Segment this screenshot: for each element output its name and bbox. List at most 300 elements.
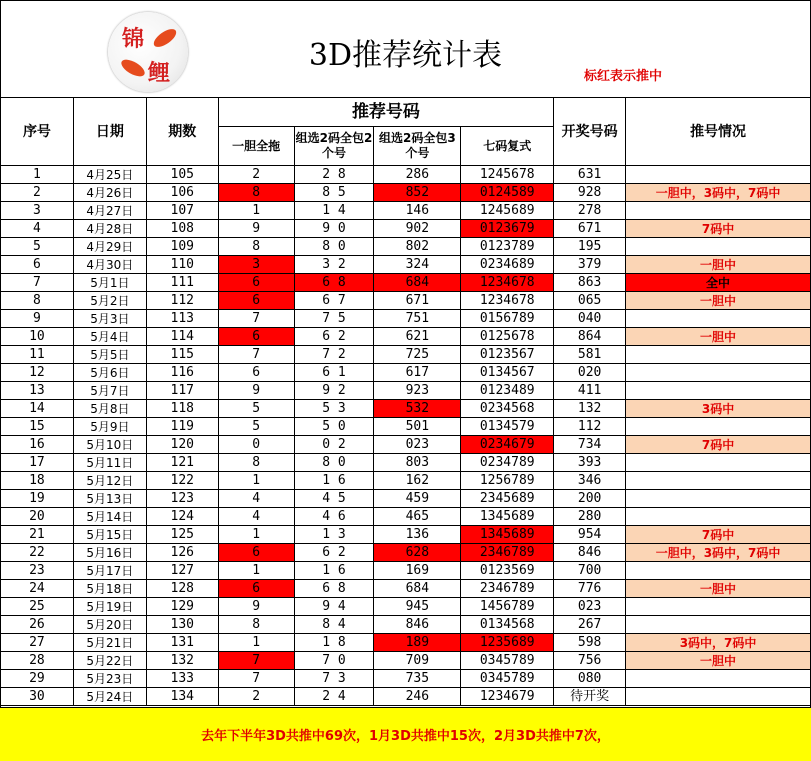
cell-2code-2: 9 4 [294,598,374,616]
cell-2code-3: 671 [374,292,461,310]
cell-seq: 11 [1,346,74,364]
cell-seq: 23 [1,562,74,580]
cell-seven-code: 1256789 [461,472,554,490]
cell-seq: 22 [1,544,74,562]
table-row [1,274,811,292]
cell-2code-3: 852 [374,184,461,202]
cell-2code-3: 532 [374,400,461,418]
logo-char-1: 锦 [122,26,145,52]
cell-2code-2: 2 4 [294,688,374,706]
cell-period: 132 [146,652,218,670]
cell-one-dan: 6 [218,544,294,562]
cell-2code-2: 9 2 [294,382,374,400]
cell-period: 128 [146,580,218,598]
cell-one-dan: 1 [218,562,294,580]
col-header-2code-2: 组选2码全包2个号 [294,127,374,166]
cell-2code-3: 684 [374,274,461,292]
cell-seq: 20 [1,508,74,526]
stats-table [0,97,811,706]
cell-date: 5月24日 [73,688,146,706]
cell-one-dan: 5 [218,418,294,436]
cell-period: 121 [146,454,218,472]
cell-result [626,598,811,616]
cell-2code-3: 501 [374,418,461,436]
table-row [1,310,811,328]
cell-result: 一胆中，3码中，7码中 [626,184,811,202]
cell-date: 5月20日 [73,616,146,634]
cell-seven-code: 1235689 [461,634,554,652]
cell-draw: 278 [554,202,626,220]
cell-2code-3: 945 [374,598,461,616]
cell-date: 5月17日 [73,562,146,580]
cell-one-dan: 7 [218,346,294,364]
table-row [1,238,811,256]
col-header-period: 期数 [146,98,218,166]
cell-draw: 280 [554,508,626,526]
cell-period: 113 [146,310,218,328]
cell-date: 5月23日 [73,670,146,688]
cell-period: 118 [146,400,218,418]
cell-date: 4月27日 [73,202,146,220]
table-row [1,328,811,346]
cell-seven-code: 0345789 [461,670,554,688]
cell-result [626,310,811,328]
cell-draw: 020 [554,364,626,382]
cell-2code-2: 7 3 [294,670,374,688]
cell-seq: 21 [1,526,74,544]
cell-one-dan: 0 [218,436,294,454]
cell-period: 130 [146,616,218,634]
cell-one-dan: 4 [218,508,294,526]
cell-seq: 1 [1,166,74,184]
cell-date: 5月7日 [73,382,146,400]
cell-draw: 734 [554,436,626,454]
cell-draw: 132 [554,400,626,418]
cell-result [626,202,811,220]
cell-period: 106 [146,184,218,202]
cell-2code-3: 846 [374,616,461,634]
cell-2code-3: 465 [374,508,461,526]
cell-draw: 040 [554,310,626,328]
cell-2code-2: 7 2 [294,346,374,364]
cell-2code-3: 902 [374,220,461,238]
cell-2code-3: 751 [374,310,461,328]
cell-seq: 8 [1,292,74,310]
table-row [1,544,811,562]
cell-2code-2: 1 8 [294,634,374,652]
summary-footer [0,707,811,761]
cell-one-dan: 7 [218,652,294,670]
cell-one-dan: 6 [218,364,294,382]
cell-2code-2: 1 4 [294,202,374,220]
cell-result [626,166,811,184]
cell-result [626,508,811,526]
cell-seq: 5 [1,238,74,256]
cell-date: 5月8日 [73,400,146,418]
cell-draw: 864 [554,328,626,346]
cell-2code-3: 735 [374,670,461,688]
cell-one-dan: 7 [218,310,294,328]
cell-draw: 598 [554,634,626,652]
cell-seven-code: 1345689 [461,526,554,544]
cell-seven-code: 0134568 [461,616,554,634]
cell-draw: 200 [554,490,626,508]
cell-draw: 581 [554,346,626,364]
cell-seven-code: 2345689 [461,490,554,508]
cell-result [626,670,811,688]
table-row [1,598,811,616]
cell-result [626,238,811,256]
cell-result [626,562,811,580]
cell-draw: 928 [554,184,626,202]
cell-seven-code: 0156789 [461,310,554,328]
cell-draw: 846 [554,544,626,562]
cell-seven-code: 0123569 [461,562,554,580]
table-row [1,202,811,220]
cell-seven-code: 0234789 [461,454,554,472]
table-row [1,166,811,184]
cell-seq: 3 [1,202,74,220]
cell-seq: 15 [1,418,74,436]
cell-date: 4月26日 [73,184,146,202]
cell-2code-2: 4 6 [294,508,374,526]
cell-one-dan: 9 [218,382,294,400]
cell-seq: 16 [1,436,74,454]
cell-one-dan: 8 [218,454,294,472]
cell-result: 全中 [626,274,811,292]
cell-date: 5月12日 [73,472,146,490]
cell-seq: 12 [1,364,74,382]
cell-seq: 7 [1,274,74,292]
cell-seven-code: 1234678 [461,292,554,310]
cell-result: 一胆中 [626,292,811,310]
cell-2code-3: 146 [374,202,461,220]
table-row [1,454,811,472]
cell-draw: 411 [554,382,626,400]
cell-result [626,490,811,508]
cell-seven-code: 0134579 [461,418,554,436]
cell-draw: 112 [554,418,626,436]
cell-one-dan: 4 [218,490,294,508]
cell-one-dan: 6 [218,292,294,310]
cell-date: 5月19日 [73,598,146,616]
cell-2code-2: 6 2 [294,544,374,562]
cell-one-dan: 7 [218,670,294,688]
table-row [1,616,811,634]
cell-date: 5月14日 [73,508,146,526]
cell-period: 105 [146,166,218,184]
cell-result: 3码中，7码中 [626,634,811,652]
cell-period: 133 [146,670,218,688]
cell-date: 5月21日 [73,634,146,652]
col-header-seven-code: 七码复式 [461,127,554,166]
cell-result [626,472,811,490]
cell-period: 134 [146,688,218,706]
cell-2code-3: 246 [374,688,461,706]
cell-date: 5月9日 [73,418,146,436]
cell-draw: 065 [554,292,626,310]
cell-seven-code: 0234568 [461,400,554,418]
cell-one-dan: 1 [218,634,294,652]
cell-seven-code: 1456789 [461,598,554,616]
cell-draw: 776 [554,580,626,598]
table-row [1,184,811,202]
cell-result [626,688,811,706]
logo-char-2: 鲤 [148,60,171,86]
cell-result: 7码中 [626,436,811,454]
cell-2code-3: 459 [374,490,461,508]
cell-result: 7码中 [626,526,811,544]
cell-draw: 346 [554,472,626,490]
table-row [1,670,811,688]
cell-one-dan: 6 [218,274,294,292]
cell-2code-3: 286 [374,166,461,184]
cell-one-dan: 1 [218,526,294,544]
cell-date: 5月10日 [73,436,146,454]
cell-seq: 29 [1,670,74,688]
cell-draw: 671 [554,220,626,238]
table-row [1,580,811,598]
cell-seven-code: 1234678 [461,274,554,292]
cell-2code-3: 923 [374,382,461,400]
cell-period: 114 [146,328,218,346]
cell-2code-2: 6 2 [294,328,374,346]
cell-seq: 30 [1,688,74,706]
cell-result: 一胆中 [626,580,811,598]
cell-draw: 631 [554,166,626,184]
cell-seq: 24 [1,580,74,598]
legend-note: 标红表示推中 [584,69,663,84]
cell-draw: 待开奖 [554,688,626,706]
cell-period: 107 [146,202,218,220]
cell-result [626,616,811,634]
cell-2code-3: 617 [374,364,461,382]
cell-date: 4月28日 [73,220,146,238]
cell-seq: 28 [1,652,74,670]
cell-period: 110 [146,256,218,274]
table-row [1,400,811,418]
cell-one-dan: 6 [218,328,294,346]
cell-draw: 954 [554,526,626,544]
cell-2code-2: 8 0 [294,454,374,472]
cell-period: 117 [146,382,218,400]
table-row [1,292,811,310]
cell-seven-code: 2346789 [461,580,554,598]
cell-2code-3: 803 [374,454,461,472]
summary-text: 去年下半年3D共推中69次，1月3D共推中15次，2月3D共推中7次， [201,729,610,744]
cell-one-dan: 2 [218,688,294,706]
cell-2code-3: 684 [374,580,461,598]
cell-seven-code: 2346789 [461,544,554,562]
cell-seq: 14 [1,400,74,418]
cell-period: 127 [146,562,218,580]
cell-draw: 756 [554,652,626,670]
cell-date: 5月18日 [73,580,146,598]
table-row [1,220,811,238]
cell-draw: 023 [554,598,626,616]
cell-seq: 4 [1,220,74,238]
cell-seven-code: 0123489 [461,382,554,400]
cell-seq: 25 [1,598,74,616]
table-row [1,256,811,274]
cell-draw: 700 [554,562,626,580]
cell-result [626,418,811,436]
cell-2code-2: 6 7 [294,292,374,310]
cell-period: 126 [146,544,218,562]
cell-2code-3: 189 [374,634,461,652]
cell-seven-code: 0125678 [461,328,554,346]
cell-result: 一胆中，3码中，7码中 [626,544,811,562]
cell-one-dan: 9 [218,598,294,616]
col-header-2code-3: 组选2码全包3个号 [374,127,461,166]
cell-draw: 195 [554,238,626,256]
cell-seven-code: 1234679 [461,688,554,706]
cell-2code-2: 1 6 [294,562,374,580]
cell-draw: 379 [554,256,626,274]
col-header-one-dan: 一胆全拖 [218,127,294,166]
cell-period: 109 [146,238,218,256]
cell-2code-2: 3 2 [294,256,374,274]
cell-period: 123 [146,490,218,508]
cell-date: 5月16日 [73,544,146,562]
cell-period: 115 [146,346,218,364]
cell-seq: 19 [1,490,74,508]
cell-seven-code: 0124589 [461,184,554,202]
cell-period: 124 [146,508,218,526]
cell-2code-2: 5 3 [294,400,374,418]
cell-result [626,346,811,364]
cell-2code-2: 1 6 [294,472,374,490]
cell-2code-3: 136 [374,526,461,544]
cell-2code-2: 1 3 [294,526,374,544]
cell-date: 4月25日 [73,166,146,184]
cell-seven-code: 0234689 [461,256,554,274]
cell-period: 116 [146,364,218,382]
cell-one-dan: 6 [218,580,294,598]
cell-seq: 9 [1,310,74,328]
cell-seq: 13 [1,382,74,400]
cell-seven-code: 0123679 [461,220,554,238]
cell-seq: 26 [1,616,74,634]
table-row [1,382,811,400]
cell-draw: 863 [554,274,626,292]
cell-result: 一胆中 [626,652,811,670]
table-row [1,562,811,580]
cell-2code-2: 4 5 [294,490,374,508]
cell-date: 4月29日 [73,238,146,256]
cell-one-dan: 9 [218,220,294,238]
table-row [1,490,811,508]
cell-2code-2: 2 8 [294,166,374,184]
cell-date: 5月5日 [73,346,146,364]
cell-period: 119 [146,418,218,436]
cell-date: 5月6日 [73,364,146,382]
cell-period: 125 [146,526,218,544]
cell-2code-2: 5 0 [294,418,374,436]
cell-one-dan: 3 [218,256,294,274]
cell-2code-2: 9 0 [294,220,374,238]
table-row [1,508,811,526]
col-header-draw: 开奖号码 [554,98,626,166]
cell-draw: 080 [554,670,626,688]
table-row [1,436,811,454]
cell-seven-code: 1345689 [461,508,554,526]
cell-result [626,364,811,382]
cell-2code-2: 6 1 [294,364,374,382]
table-row [1,526,811,544]
header [0,0,811,97]
cell-seq: 10 [1,328,74,346]
table-row [1,364,811,382]
cell-result: 3码中 [626,400,811,418]
cell-2code-3: 802 [374,238,461,256]
cell-seq: 27 [1,634,74,652]
cell-result [626,382,811,400]
cell-2code-3: 324 [374,256,461,274]
cell-seven-code: 1245678 [461,166,554,184]
cell-period: 112 [146,292,218,310]
cell-2code-3: 023 [374,436,461,454]
cell-date: 5月1日 [73,274,146,292]
cell-seq: 6 [1,256,74,274]
cell-date: 5月22日 [73,652,146,670]
cell-seq: 2 [1,184,74,202]
cell-one-dan: 1 [218,202,294,220]
cell-seven-code: 1245689 [461,202,554,220]
cell-period: 108 [146,220,218,238]
cell-2code-2: 8 5 [294,184,374,202]
cell-2code-2: 0 2 [294,436,374,454]
cell-2code-3: 621 [374,328,461,346]
cell-2code-3: 169 [374,562,461,580]
cell-seq: 18 [1,472,74,490]
table-row [1,418,811,436]
cell-seven-code: 0123567 [461,346,554,364]
cell-date: 5月2日 [73,292,146,310]
col-header-date: 日期 [73,98,146,166]
cell-2code-3: 628 [374,544,461,562]
cell-period: 120 [146,436,218,454]
cell-one-dan: 8 [218,184,294,202]
cell-seven-code: 0123789 [461,238,554,256]
cell-date: 4月30日 [73,256,146,274]
cell-draw: 393 [554,454,626,472]
cell-one-dan: 5 [218,400,294,418]
cell-draw: 267 [554,616,626,634]
cell-result: 一胆中 [626,256,811,274]
table-row [1,346,811,364]
cell-2code-3: 162 [374,472,461,490]
cell-result: 一胆中 [626,328,811,346]
cell-date: 5月4日 [73,328,146,346]
cell-2code-2: 7 0 [294,652,374,670]
cell-period: 111 [146,274,218,292]
col-header-result: 推号情况 [626,98,811,166]
cell-one-dan: 2 [218,166,294,184]
table-row [1,688,811,706]
page-title: 3D推荐统计表 [308,38,503,73]
cell-period: 131 [146,634,218,652]
cell-date: 5月15日 [73,526,146,544]
cell-period: 122 [146,472,218,490]
cell-date: 5月11日 [73,454,146,472]
cell-result: 7码中 [626,220,811,238]
cell-seven-code: 0234679 [461,436,554,454]
cell-2code-2: 8 4 [294,616,374,634]
cell-period: 129 [146,598,218,616]
table-row [1,652,811,670]
col-header-seq: 序号 [1,98,74,166]
